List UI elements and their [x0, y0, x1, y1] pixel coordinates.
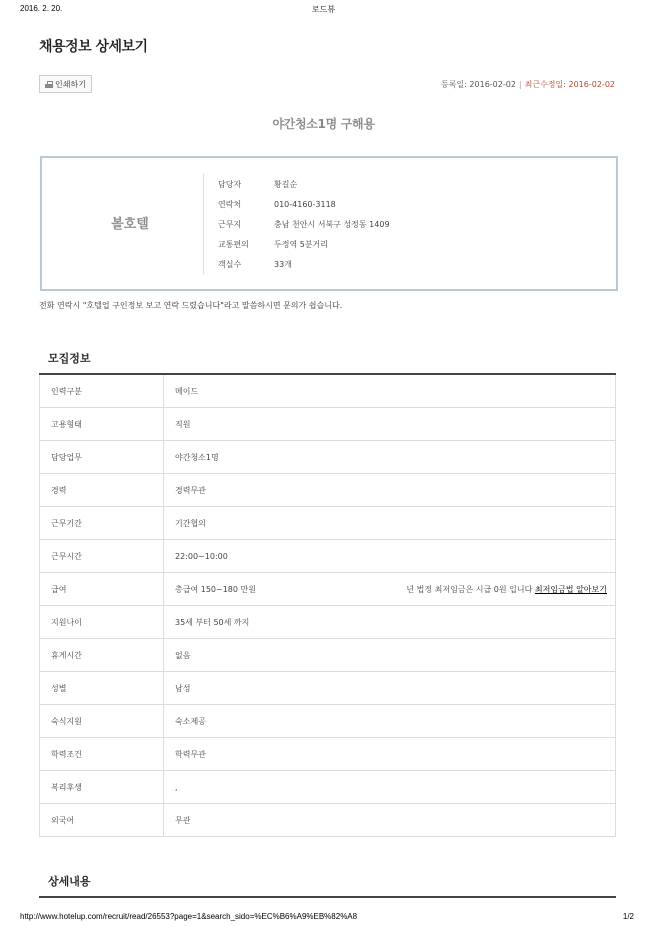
row-label: 근무시간 — [40, 540, 164, 573]
row-value: 총급여 150~180 만원 — [175, 584, 256, 594]
table-row — [40, 573, 616, 606]
date-separator: | — [518, 80, 522, 89]
info-label: 담당자 — [218, 180, 242, 189]
info-label: 교통편의 — [218, 240, 249, 249]
row-label: 휴게시간 — [40, 639, 164, 672]
row-value: 35세 부터 50세 까지 — [164, 606, 616, 639]
detail-section-title: 상세내용 — [48, 875, 91, 888]
recruit-section-title: 모집정보 — [48, 352, 91, 365]
salary-cell — [164, 573, 616, 606]
row-value: 기간협의 — [164, 507, 616, 540]
table-row — [40, 738, 616, 771]
print-button-label: 인쇄하기 — [55, 79, 86, 89]
print-button[interactable] — [39, 75, 92, 93]
print-header-title: 로드뷰 — [311, 5, 336, 14]
row-value: 22:00~10:00 — [164, 540, 616, 573]
row-label: 담당업무 — [40, 441, 164, 474]
table-row — [40, 474, 616, 507]
table-row — [40, 540, 616, 573]
row-label: 경력 — [40, 474, 164, 507]
print-date: 2016. 2. 20. — [20, 4, 63, 13]
info-value: 010-4160-3118 — [274, 200, 336, 209]
row-value: 남성 — [164, 672, 616, 705]
row-label: 복리후생 — [40, 771, 164, 804]
print-footer-url: http://www.hotelup.com/recruit/read/26553?page=1&search_sido=%EC%B6%A9%EB%82%A8 — [20, 912, 358, 921]
job-title: 야간청소1명 구해용 — [272, 117, 375, 131]
table-row — [40, 705, 616, 738]
print-footer-page: 1/2 — [622, 912, 634, 921]
row-value: , — [164, 771, 616, 804]
row-value: 학력무관 — [164, 738, 616, 771]
row-label: 고용형태 — [40, 408, 164, 441]
row-value: 메이드 — [164, 374, 616, 408]
info-value: 충남 천안시 서북구 성정동 1409 — [274, 220, 390, 229]
modified-date: 최근수정일: 2016-02-02 — [524, 80, 615, 89]
page-title: 채용정보 상세보기 — [39, 39, 148, 55]
table-row — [40, 804, 616, 837]
company-info-row — [218, 199, 336, 210]
row-label: 지원나이 — [40, 606, 164, 639]
table-row — [40, 374, 616, 408]
row-value: 무관 — [164, 804, 616, 837]
table-row — [40, 639, 616, 672]
row-value: 야간청소1명 — [164, 441, 616, 474]
table-row — [40, 672, 616, 705]
registered-date: 등록일: 2016-02-02 — [441, 80, 516, 89]
info-value: 황길순 — [274, 180, 298, 189]
row-value: 없음 — [164, 639, 616, 672]
min-wage-text: 년 법정 최저임금은 시급 0원 입니다 — [406, 584, 533, 594]
row-label: 근무기간 — [40, 507, 164, 540]
row-value: 직원 — [164, 408, 616, 441]
row-label: 급여 — [40, 573, 164, 606]
recruit-table — [39, 373, 616, 837]
company-info-row — [218, 179, 297, 190]
table-row — [40, 441, 616, 474]
row-value: 숙소제공 — [164, 705, 616, 738]
info-label: 근무지 — [218, 220, 242, 229]
table-row — [40, 408, 616, 441]
row-label: 성별 — [40, 672, 164, 705]
contact-note: 전화 연락시 "호텔업 구인정보 보고 연락 드렸습니다"라고 말씀하시면 문의가 쉽습니다. — [39, 301, 343, 310]
detail-divider — [39, 896, 616, 898]
info-value: 33개 — [274, 260, 292, 269]
info-label: 연락처 — [218, 200, 242, 209]
table-row — [40, 507, 616, 540]
min-wage-note — [406, 584, 607, 595]
info-value: 두정역 5분거리 — [274, 240, 329, 249]
table-row — [40, 771, 616, 804]
company-divider — [203, 174, 204, 274]
row-value: 경력무관 — [164, 474, 616, 507]
company-info-row — [218, 259, 292, 270]
post-dates — [441, 79, 615, 90]
row-label: 학력조건 — [40, 738, 164, 771]
min-wage-link[interactable]: 최저임금법 알아보기 — [534, 584, 607, 594]
company-info-row — [218, 239, 328, 250]
table-row — [40, 606, 616, 639]
row-label: 숙식지원 — [40, 705, 164, 738]
printer-icon — [45, 81, 53, 88]
row-label: 외국어 — [40, 804, 164, 837]
company-name: 볼호텔 — [111, 217, 149, 232]
info-label: 객실수 — [218, 260, 242, 269]
row-label: 인력구분 — [40, 374, 164, 408]
company-info-row — [218, 219, 390, 230]
